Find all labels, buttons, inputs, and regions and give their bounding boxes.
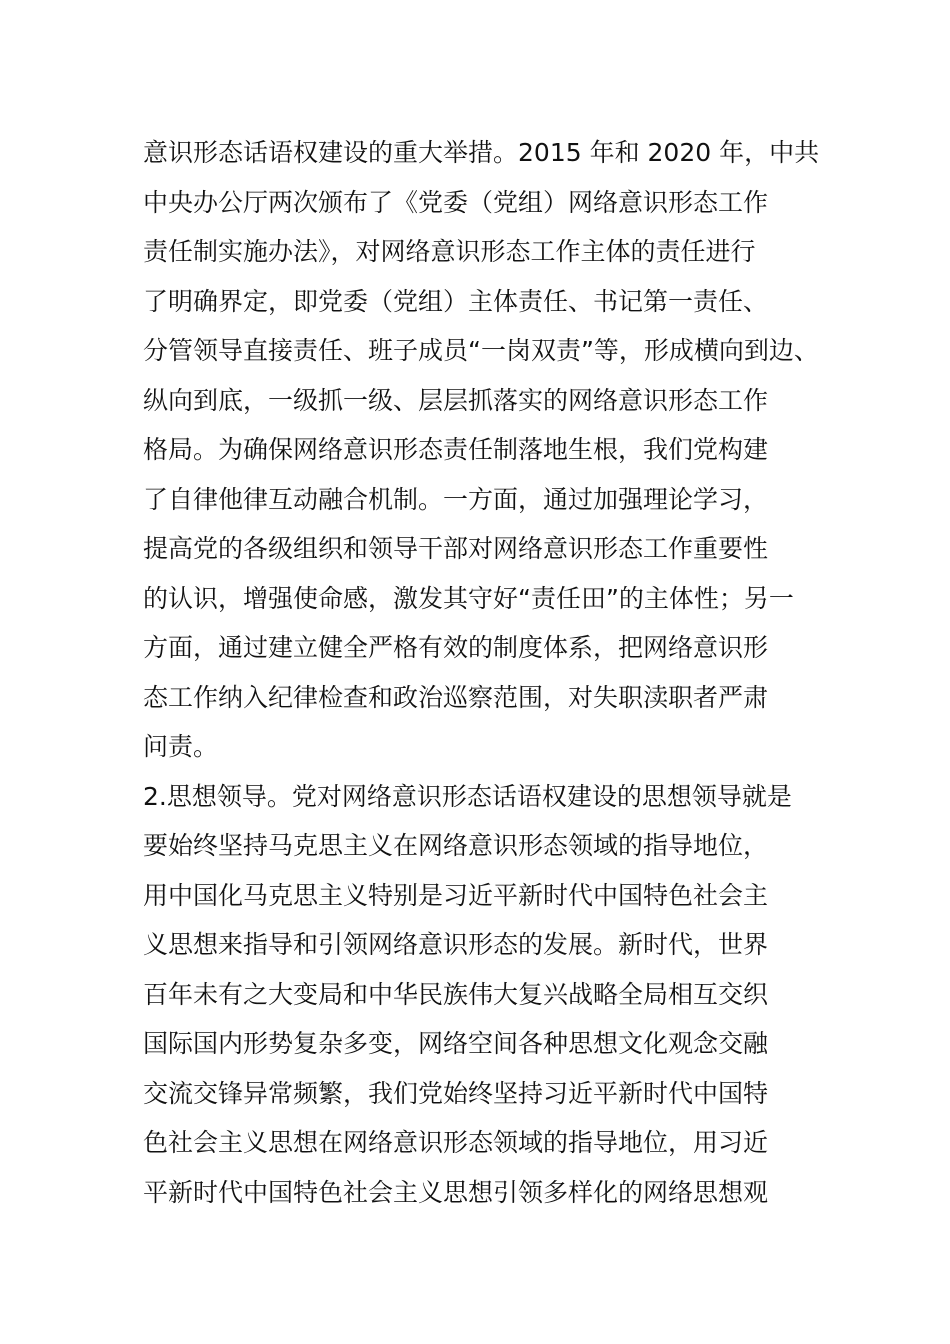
text-line: 了明确界定，即党委（党组）主体责任、书记第一责任、 [143, 286, 769, 316]
text-line: 交流交锋异常频繁，我们党始终坚持习近平新时代中国特 [143, 1078, 769, 1108]
text-line: 态工作纳入纪律检查和政治巡察范围，对失职渎职者严肃 [143, 682, 769, 712]
text-line: 用中国化马克思主义特别是习近平新时代中国特色社会主 [143, 880, 769, 910]
text-line: 色社会主义思想在网络意识形态领域的指导地位，用习近 [143, 1128, 769, 1157]
text-line: 问责。 [143, 732, 219, 761]
text-line: 国际国内形势复杂多变，网络空间各种思想文化观念交融 [143, 1029, 769, 1058]
text-line: 提高党的各级组织和领导干部对网络意识形态工作重要性 [143, 534, 769, 563]
section-heading-line: 2.思想领导。党对网络意识形态话语权建设的思想领导就是 [143, 781, 792, 811]
text-line: 要始终坚持马克思主义在网络意识形态领域的指导地位， [143, 831, 769, 860]
text-line: 百年未有之大变局和中华民族伟大复兴战略全局相互交织 [143, 979, 769, 1009]
text-line: 了自律他律互动融合机制。一方面，通过加强理论学习， [143, 484, 769, 514]
text-line: 格局。为确保网络意识形态责任制落地生根，我们党构建 [143, 435, 769, 464]
text-line: 义思想来指导和引领网络意识形态的发展。新时代，世界 [143, 930, 769, 959]
text-line: 的认识，增强使命感，激发其守好“责任田”的主体性；另一 [143, 583, 794, 613]
body-text [143, 128, 823, 1217]
text-line: 责任制实施办法》，对网络意识形态工作主体的责任进行 [143, 237, 756, 266]
text-line: 分管领导直接责任、班子成员“一岗双责”等，形成横向到边、 [143, 336, 819, 365]
text-line: 纵向到底，一级抓一级、层层抓落实的网络意识形态工作 [143, 385, 769, 415]
text-line: 中央办公厅两次颁布了《党委（党组）网络意识形态工作 [143, 187, 769, 217]
text-line: 方面，通过建立健全严格有效的制度体系，把网络意识形 [143, 633, 769, 662]
text-line: 平新时代中国特色社会主义思想引领多样化的网络思想观 [143, 1177, 769, 1207]
text-line: 意识形态话语权建设的重大举措。2015 年和 2020 年，中共 [143, 138, 820, 167]
